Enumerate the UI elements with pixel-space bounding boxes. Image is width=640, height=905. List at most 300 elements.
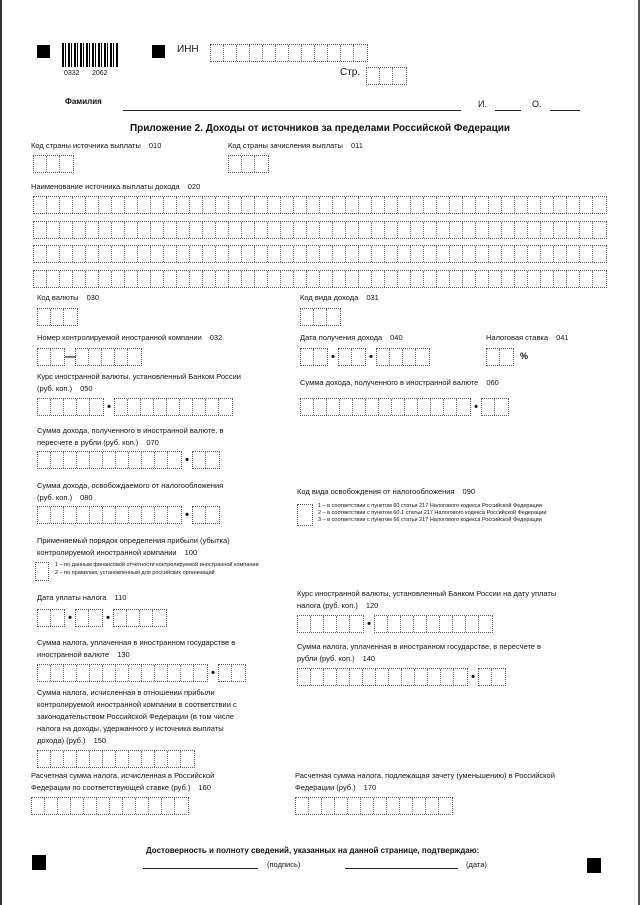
char-cell[interactable] bbox=[255, 222, 268, 238]
field-032-input[interactable] bbox=[37, 348, 142, 366]
char-cell[interactable] bbox=[444, 399, 457, 415]
char-cell[interactable] bbox=[77, 452, 90, 468]
char-cell[interactable] bbox=[502, 197, 515, 213]
char-cell[interactable] bbox=[307, 197, 320, 213]
field-030-input[interactable] bbox=[37, 308, 78, 326]
char-cell[interactable] bbox=[528, 271, 541, 287]
char-cell[interactable] bbox=[307, 222, 320, 238]
char-cell[interactable] bbox=[580, 246, 593, 262]
char-cell[interactable] bbox=[142, 751, 155, 767]
char-cell[interactable] bbox=[129, 452, 142, 468]
char-cell[interactable] bbox=[502, 246, 515, 262]
char-cell[interactable] bbox=[125, 246, 138, 262]
char-cell[interactable] bbox=[567, 197, 580, 213]
char-cell[interactable] bbox=[314, 349, 327, 365]
cell-group[interactable] bbox=[37, 348, 65, 366]
char-cell[interactable] bbox=[440, 616, 453, 632]
char-cell[interactable] bbox=[439, 798, 452, 814]
char-cell[interactable] bbox=[567, 271, 580, 287]
char-cell[interactable] bbox=[155, 452, 168, 468]
char-cell[interactable] bbox=[168, 507, 181, 523]
char-cell[interactable] bbox=[242, 271, 255, 287]
char-cell[interactable] bbox=[32, 798, 45, 814]
char-cell[interactable] bbox=[90, 452, 103, 468]
field-041-input[interactable] bbox=[486, 348, 514, 366]
char-cell[interactable] bbox=[541, 271, 554, 287]
char-cell[interactable] bbox=[390, 349, 403, 365]
char-cell[interactable] bbox=[333, 246, 346, 262]
char-cell[interactable] bbox=[294, 246, 307, 262]
char-cell[interactable] bbox=[155, 665, 168, 681]
char-cell[interactable] bbox=[403, 349, 416, 365]
char-cell[interactable] bbox=[339, 349, 352, 365]
char-cell[interactable] bbox=[366, 399, 379, 415]
char-cell[interactable] bbox=[411, 246, 424, 262]
char-cell[interactable] bbox=[453, 616, 466, 632]
char-cell[interactable] bbox=[141, 399, 154, 415]
cell-group[interactable] bbox=[37, 609, 65, 627]
char-cell[interactable] bbox=[193, 452, 206, 468]
char-cell[interactable] bbox=[181, 751, 194, 767]
char-cell[interactable] bbox=[206, 507, 219, 523]
char-cell[interactable] bbox=[151, 197, 164, 213]
char-cell[interactable] bbox=[415, 669, 428, 685]
cell-group[interactable] bbox=[37, 398, 104, 416]
char-cell[interactable] bbox=[301, 399, 314, 415]
char-cell[interactable] bbox=[112, 222, 125, 238]
char-cell[interactable] bbox=[114, 610, 127, 626]
char-cell[interactable] bbox=[385, 271, 398, 287]
char-cell[interactable] bbox=[281, 271, 294, 287]
char-cell[interactable] bbox=[314, 309, 327, 325]
char-cell[interactable] bbox=[229, 222, 242, 238]
char-cell[interactable] bbox=[164, 197, 177, 213]
char-cell[interactable] bbox=[250, 45, 263, 61]
char-cell[interactable] bbox=[593, 222, 606, 238]
char-cell[interactable] bbox=[51, 610, 64, 626]
char-cell[interactable] bbox=[190, 222, 203, 238]
char-cell[interactable] bbox=[352, 349, 365, 365]
char-cell[interactable] bbox=[495, 399, 508, 415]
cell-group[interactable] bbox=[114, 398, 233, 416]
char-cell[interactable] bbox=[437, 222, 450, 238]
char-cell[interactable] bbox=[60, 246, 73, 262]
char-cell[interactable] bbox=[103, 507, 116, 523]
char-cell[interactable] bbox=[129, 665, 142, 681]
char-cell[interactable] bbox=[180, 399, 193, 415]
char-cell[interactable] bbox=[489, 222, 502, 238]
field-120-input[interactable] bbox=[297, 615, 493, 633]
char-cell[interactable] bbox=[51, 751, 64, 767]
field-020-row-4[interactable] bbox=[33, 270, 607, 288]
char-cell[interactable] bbox=[411, 271, 424, 287]
char-cell[interactable] bbox=[411, 222, 424, 238]
char-cell[interactable] bbox=[116, 507, 129, 523]
patronymic-initial-field[interactable] bbox=[550, 110, 580, 111]
cell-group[interactable] bbox=[33, 196, 607, 214]
char-cell[interactable] bbox=[86, 197, 99, 213]
char-cell[interactable] bbox=[593, 271, 606, 287]
char-cell[interactable] bbox=[64, 665, 77, 681]
char-cell[interactable] bbox=[302, 45, 315, 61]
char-cell[interactable] bbox=[51, 399, 64, 415]
char-cell[interactable] bbox=[167, 399, 180, 415]
field-070-input[interactable] bbox=[37, 451, 220, 469]
char-cell[interactable] bbox=[129, 507, 142, 523]
char-cell[interactable] bbox=[324, 616, 337, 632]
field-090-input[interactable] bbox=[297, 504, 313, 526]
char-cell[interactable] bbox=[340, 399, 353, 415]
cell-group[interactable] bbox=[374, 615, 493, 633]
char-cell[interactable] bbox=[487, 349, 500, 365]
char-cell[interactable] bbox=[90, 665, 103, 681]
char-cell[interactable] bbox=[142, 452, 155, 468]
char-cell[interactable] bbox=[482, 399, 495, 415]
char-cell[interactable] bbox=[320, 197, 333, 213]
char-cell[interactable] bbox=[413, 798, 426, 814]
cell-group[interactable] bbox=[295, 797, 453, 815]
char-cell[interactable] bbox=[99, 222, 112, 238]
char-cell[interactable] bbox=[333, 197, 346, 213]
char-cell[interactable] bbox=[47, 197, 60, 213]
field-080-input[interactable] bbox=[37, 506, 220, 524]
char-cell[interactable] bbox=[320, 271, 333, 287]
char-cell[interactable] bbox=[34, 271, 47, 287]
char-cell[interactable] bbox=[177, 271, 190, 287]
cell-group[interactable] bbox=[33, 155, 74, 173]
char-cell[interactable] bbox=[115, 349, 128, 365]
char-cell[interactable] bbox=[73, 271, 86, 287]
char-cell[interactable] bbox=[90, 751, 103, 767]
char-cell[interactable] bbox=[348, 798, 361, 814]
char-cell[interactable] bbox=[346, 246, 359, 262]
field-110-input[interactable] bbox=[37, 609, 167, 627]
char-cell[interactable] bbox=[177, 246, 190, 262]
char-cell[interactable] bbox=[372, 222, 385, 238]
date-field[interactable] bbox=[345, 868, 458, 869]
char-cell[interactable] bbox=[328, 45, 341, 61]
char-cell[interactable] bbox=[372, 271, 385, 287]
cell-group[interactable] bbox=[300, 398, 471, 416]
char-cell[interactable] bbox=[128, 349, 141, 365]
char-cell[interactable] bbox=[441, 669, 454, 685]
char-cell[interactable] bbox=[398, 222, 411, 238]
char-cell[interactable] bbox=[177, 222, 190, 238]
char-cell[interactable] bbox=[392, 399, 405, 415]
char-cell[interactable] bbox=[175, 798, 188, 814]
char-cell[interactable] bbox=[418, 399, 431, 415]
char-cell[interactable] bbox=[593, 197, 606, 213]
char-cell[interactable] bbox=[99, 197, 112, 213]
char-cell[interactable] bbox=[431, 399, 444, 415]
inn-field[interactable] bbox=[210, 44, 368, 62]
char-cell[interactable] bbox=[311, 616, 324, 632]
char-cell[interactable] bbox=[58, 798, 71, 814]
char-cell[interactable] bbox=[229, 246, 242, 262]
cell-group[interactable] bbox=[300, 348, 328, 366]
char-cell[interactable] bbox=[138, 222, 151, 238]
char-cell[interactable] bbox=[102, 349, 115, 365]
char-cell[interactable] bbox=[99, 246, 112, 262]
char-cell[interactable] bbox=[64, 507, 77, 523]
char-cell[interactable] bbox=[393, 68, 406, 84]
char-cell[interactable] bbox=[77, 665, 90, 681]
char-cell[interactable] bbox=[129, 751, 142, 767]
char-cell[interactable] bbox=[211, 45, 224, 61]
char-cell[interactable] bbox=[216, 197, 229, 213]
char-cell[interactable] bbox=[437, 246, 450, 262]
char-cell[interactable] bbox=[402, 669, 415, 685]
char-cell[interactable] bbox=[515, 246, 528, 262]
char-cell[interactable] bbox=[281, 246, 294, 262]
char-cell[interactable] bbox=[71, 798, 84, 814]
char-cell[interactable] bbox=[367, 68, 380, 84]
cell-group[interactable] bbox=[33, 270, 607, 288]
char-cell[interactable] bbox=[298, 616, 311, 632]
char-cell[interactable] bbox=[103, 452, 116, 468]
char-cell[interactable] bbox=[255, 156, 268, 172]
char-cell[interactable] bbox=[554, 271, 567, 287]
char-cell[interactable] bbox=[164, 222, 177, 238]
char-cell[interactable] bbox=[333, 271, 346, 287]
char-cell[interactable] bbox=[515, 271, 528, 287]
char-cell[interactable] bbox=[255, 246, 268, 262]
char-cell[interactable] bbox=[103, 665, 116, 681]
char-cell[interactable] bbox=[307, 271, 320, 287]
char-cell[interactable] bbox=[380, 68, 393, 84]
char-cell[interactable] bbox=[301, 349, 314, 365]
char-cell[interactable] bbox=[450, 271, 463, 287]
char-cell[interactable] bbox=[298, 669, 311, 685]
char-cell[interactable] bbox=[64, 309, 77, 325]
char-cell[interactable] bbox=[307, 246, 320, 262]
cell-group[interactable] bbox=[366, 67, 407, 85]
char-cell[interactable] bbox=[103, 751, 116, 767]
char-cell[interactable] bbox=[38, 610, 51, 626]
char-cell[interactable] bbox=[350, 669, 363, 685]
char-cell[interactable] bbox=[155, 507, 168, 523]
char-cell[interactable] bbox=[327, 399, 340, 415]
char-cell[interactable] bbox=[463, 271, 476, 287]
char-cell[interactable] bbox=[424, 197, 437, 213]
char-cell[interactable] bbox=[219, 665, 232, 681]
char-cell[interactable] bbox=[322, 798, 335, 814]
cell-group[interactable] bbox=[192, 506, 220, 524]
cell-group[interactable] bbox=[300, 308, 341, 326]
field-140-input[interactable] bbox=[297, 668, 506, 686]
char-cell[interactable] bbox=[515, 222, 528, 238]
char-cell[interactable] bbox=[463, 197, 476, 213]
char-cell[interactable] bbox=[216, 246, 229, 262]
char-cell[interactable] bbox=[337, 669, 350, 685]
char-cell[interactable] bbox=[45, 798, 58, 814]
char-cell[interactable] bbox=[426, 798, 439, 814]
char-cell[interactable] bbox=[414, 616, 427, 632]
char-cell[interactable] bbox=[327, 309, 340, 325]
char-cell[interactable] bbox=[90, 507, 103, 523]
char-cell[interactable] bbox=[138, 271, 151, 287]
char-cell[interactable] bbox=[387, 798, 400, 814]
char-cell[interactable] bbox=[38, 507, 51, 523]
char-cell[interactable] bbox=[164, 246, 177, 262]
char-cell[interactable] bbox=[51, 665, 64, 681]
char-cell[interactable] bbox=[47, 271, 60, 287]
char-cell[interactable] bbox=[255, 197, 268, 213]
char-cell[interactable] bbox=[580, 197, 593, 213]
char-cell[interactable] bbox=[34, 246, 47, 262]
char-cell[interactable] bbox=[324, 669, 337, 685]
char-cell[interactable] bbox=[385, 222, 398, 238]
char-cell[interactable] bbox=[125, 222, 138, 238]
char-cell[interactable] bbox=[89, 610, 102, 626]
char-cell[interactable] bbox=[450, 246, 463, 262]
field-040-input[interactable] bbox=[300, 348, 430, 366]
char-cell[interactable] bbox=[216, 222, 229, 238]
char-cell[interactable] bbox=[229, 197, 242, 213]
field-170-input[interactable] bbox=[295, 797, 453, 815]
char-cell[interactable] bbox=[428, 669, 441, 685]
char-cell[interactable] bbox=[168, 751, 181, 767]
char-cell[interactable] bbox=[206, 399, 219, 415]
char-cell[interactable] bbox=[60, 156, 73, 172]
char-cell[interactable] bbox=[268, 222, 281, 238]
char-cell[interactable] bbox=[64, 452, 77, 468]
char-cell[interactable] bbox=[224, 45, 237, 61]
cell-group[interactable] bbox=[218, 664, 246, 682]
char-cell[interactable] bbox=[567, 222, 580, 238]
char-cell[interactable] bbox=[580, 271, 593, 287]
char-cell[interactable] bbox=[411, 197, 424, 213]
char-cell[interactable] bbox=[528, 222, 541, 238]
char-cell[interactable] bbox=[151, 222, 164, 238]
char-cell[interactable] bbox=[112, 271, 125, 287]
char-cell[interactable] bbox=[128, 399, 141, 415]
char-cell[interactable] bbox=[541, 222, 554, 238]
field-160-input[interactable] bbox=[31, 797, 189, 815]
char-cell[interactable] bbox=[112, 197, 125, 213]
cell-group[interactable] bbox=[33, 245, 607, 263]
char-cell[interactable] bbox=[363, 669, 376, 685]
field-150-input[interactable] bbox=[37, 750, 195, 768]
char-cell[interactable] bbox=[289, 45, 302, 61]
char-cell[interactable] bbox=[242, 246, 255, 262]
char-cell[interactable] bbox=[450, 222, 463, 238]
char-cell[interactable] bbox=[294, 271, 307, 287]
char-cell[interactable] bbox=[177, 197, 190, 213]
char-cell[interactable] bbox=[51, 507, 64, 523]
char-cell[interactable] bbox=[296, 798, 309, 814]
char-cell[interactable] bbox=[127, 610, 140, 626]
char-cell[interactable] bbox=[359, 197, 372, 213]
char-cell[interactable] bbox=[528, 246, 541, 262]
char-cell[interactable] bbox=[38, 665, 51, 681]
char-cell[interactable] bbox=[281, 222, 294, 238]
char-cell[interactable] bbox=[164, 271, 177, 287]
char-cell[interactable] bbox=[142, 507, 155, 523]
char-cell[interactable] bbox=[38, 349, 51, 365]
char-cell[interactable] bbox=[376, 669, 389, 685]
char-cell[interactable] bbox=[60, 197, 73, 213]
char-cell[interactable] bbox=[237, 45, 250, 61]
char-cell[interactable] bbox=[73, 222, 86, 238]
char-cell[interactable] bbox=[389, 669, 402, 685]
char-cell[interactable] bbox=[500, 349, 513, 365]
cell-group[interactable] bbox=[486, 348, 514, 366]
char-cell[interactable] bbox=[337, 616, 350, 632]
char-cell[interactable] bbox=[38, 309, 51, 325]
char-cell[interactable] bbox=[489, 246, 502, 262]
char-cell[interactable] bbox=[136, 798, 149, 814]
char-cell[interactable] bbox=[125, 197, 138, 213]
char-cell[interactable] bbox=[424, 271, 437, 287]
char-cell[interactable] bbox=[580, 222, 593, 238]
char-cell[interactable] bbox=[203, 197, 216, 213]
char-cell[interactable] bbox=[229, 271, 242, 287]
char-cell[interactable] bbox=[216, 271, 229, 287]
field-130-input[interactable] bbox=[37, 664, 246, 682]
char-cell[interactable] bbox=[463, 246, 476, 262]
char-cell[interactable] bbox=[47, 156, 60, 172]
char-cell[interactable] bbox=[77, 399, 90, 415]
surname-field[interactable] bbox=[123, 110, 461, 111]
char-cell[interactable] bbox=[385, 246, 398, 262]
char-cell[interactable] bbox=[232, 665, 245, 681]
char-cell[interactable] bbox=[276, 45, 289, 61]
cell-group[interactable] bbox=[37, 664, 208, 682]
char-cell[interactable] bbox=[89, 349, 102, 365]
char-cell[interactable] bbox=[353, 399, 366, 415]
char-cell[interactable] bbox=[242, 197, 255, 213]
cell-group[interactable] bbox=[481, 398, 509, 416]
char-cell[interactable] bbox=[190, 197, 203, 213]
field-020-row-2[interactable] bbox=[33, 221, 607, 239]
field-031-input[interactable] bbox=[300, 308, 341, 326]
char-cell[interactable] bbox=[168, 452, 181, 468]
char-cell[interactable] bbox=[51, 452, 64, 468]
char-cell[interactable] bbox=[73, 246, 86, 262]
char-cell[interactable] bbox=[398, 271, 411, 287]
page-number-field[interactable] bbox=[366, 67, 407, 85]
char-cell[interactable] bbox=[401, 616, 414, 632]
char-cell[interactable] bbox=[454, 669, 467, 685]
char-cell[interactable] bbox=[315, 45, 328, 61]
char-cell[interactable] bbox=[541, 197, 554, 213]
char-cell[interactable] bbox=[554, 197, 567, 213]
char-cell[interactable] bbox=[190, 246, 203, 262]
char-cell[interactable] bbox=[86, 246, 99, 262]
char-cell[interactable] bbox=[377, 349, 390, 365]
cell-group[interactable] bbox=[75, 348, 142, 366]
char-cell[interactable] bbox=[203, 222, 216, 238]
char-cell[interactable] bbox=[116, 665, 129, 681]
char-cell[interactable] bbox=[515, 197, 528, 213]
char-cell[interactable] bbox=[47, 246, 60, 262]
field-050-input[interactable] bbox=[37, 398, 233, 416]
char-cell[interactable] bbox=[193, 507, 206, 523]
char-cell[interactable] bbox=[47, 222, 60, 238]
signature-field[interactable] bbox=[143, 868, 258, 869]
char-cell[interactable] bbox=[162, 798, 175, 814]
char-cell[interactable] bbox=[492, 669, 505, 685]
char-cell[interactable] bbox=[463, 222, 476, 238]
char-cell[interactable] bbox=[84, 798, 97, 814]
char-cell[interactable] bbox=[294, 222, 307, 238]
char-cell[interactable] bbox=[346, 271, 359, 287]
char-cell[interactable] bbox=[90, 399, 103, 415]
char-cell[interactable] bbox=[309, 798, 322, 814]
char-cell[interactable] bbox=[427, 616, 440, 632]
char-cell[interactable] bbox=[333, 222, 346, 238]
